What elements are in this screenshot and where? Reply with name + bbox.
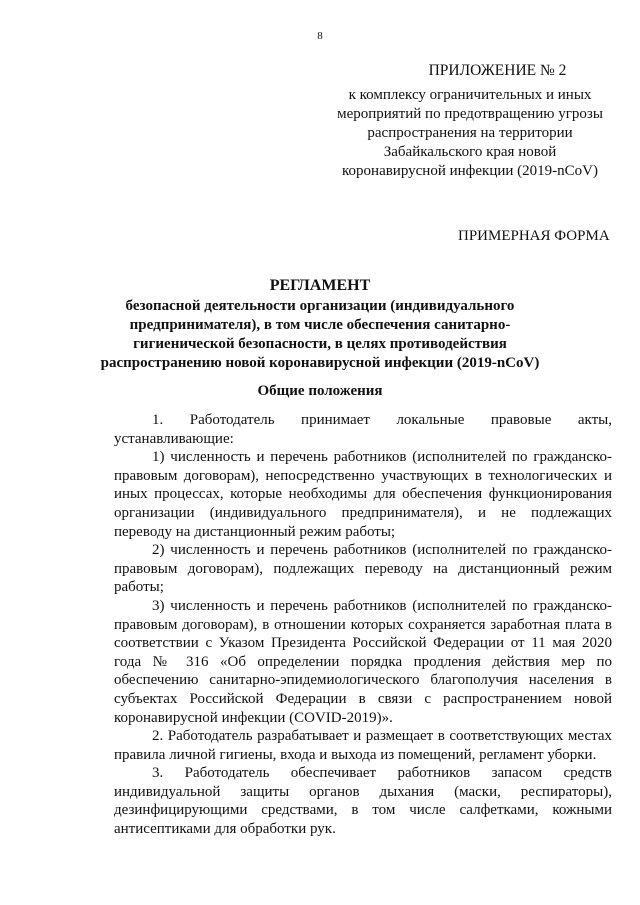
appendix-description: к комплексу ограничительных и иных мероприятий по предотвращению угрозы распространения на территории Забайкальского края новой коронавирусной инфекции (2019-nCoV) <box>337 87 603 179</box>
paragraph-3: 3. Работодатель обеспечивает работников запасом средств индивидуальной защиты органов дыхания (маски, респираторы), дезинфицирующими средствами, в том числе салфетками, кожными антисептиками для обработки рук. <box>114 765 612 838</box>
form-label: ПРИМЕРНАЯ ФОРМА <box>458 228 610 244</box>
paragraph-2: 2. Работодатель разрабатывает и размещает в соответствующих местах правила личной гигиены, входа и выхода из помещений, регламент уборки. <box>114 728 612 763</box>
document-title: РЕГЛАМЕНТ <box>269 277 371 294</box>
paragraph-1-item-3: 3) численность и перечень работников (исполнителей по гражданско-правовым договорам), в отношении которых сохраняется заработная плата в соответствии с Указом Президента Российской Федерации от 11 мая 2020 года № 316 «Об определении порядка продления действия мер по обеспечению санитарно-эпидемиологического благополучия населения в субъектах Российской Федерации в связи с распространением новой коронавирусной инфекции (COVID-2019)». <box>114 597 612 726</box>
section-heading: Общие положения <box>257 383 383 399</box>
paragraph-1: 1. Работодатель принимает локальные правовые акты, устанавливающие: <box>114 412 612 447</box>
page-number: 8 <box>317 30 323 42</box>
body-text <box>114 411 612 839</box>
paragraph-1-item-2: 2) численность и перечень работников (исполнителей по гражданско-правовым договорам), подлежащих переводу на дистанционный режим работы; <box>114 542 612 596</box>
appendix-title: ПРИЛОЖЕНИЕ № 2 <box>428 62 567 79</box>
document-subtitle: безопасной деятельности организации (индивидуального предпринимателя), в том числе обеспечения санитарно-гигиенической безопасности, в целях противодействия распространению новой коронавирусной инфекции (2019-nCoV) <box>100 298 540 371</box>
paragraph-1-item-1: 1) численность и перечень работников (исполнителей по гражданско-правовым договорам), непосредственно участвующих в технологических и иных процессах, которые необходимы для обеспечения функционирования организации (индивидуального предпринимателя), и не подлежащих переводу на дистанционный режим работы; <box>114 449 612 540</box>
